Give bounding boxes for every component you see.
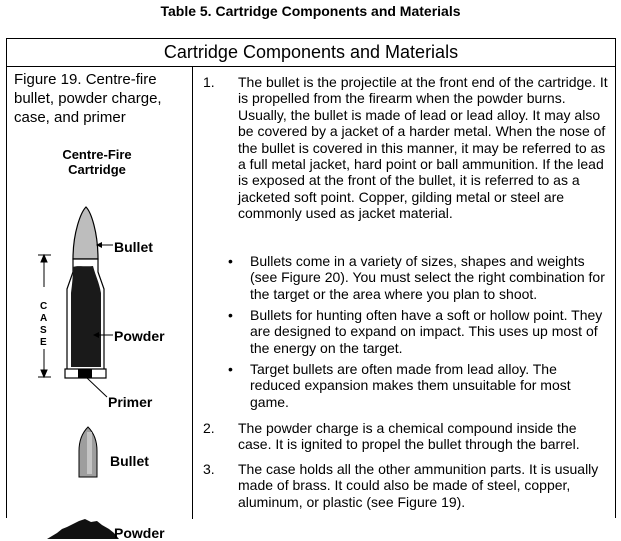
item-number: 2. <box>203 420 215 436</box>
case-letter-a: A <box>40 313 48 324</box>
bullet-dot: • <box>228 307 233 323</box>
table-caption: Table 5. Cartridge Components and Materials <box>160 3 461 19</box>
figure-column <box>7 67 193 541</box>
label-powder-separate: Powder <box>114 525 165 541</box>
bullet-dot: • <box>228 253 233 269</box>
item-text: The case holds all the other ammunition parts. It is usually made of brass. It could also be made of steel, copper, aluminum, or plastic (see Figure 19). <box>238 461 599 510</box>
item-text: The powder charge is a chemical compound inside the case. It is ignited to propel the bullet through the barrel. <box>238 420 580 453</box>
primer-leader-line <box>87 378 107 397</box>
label-powder: Powder <box>114 328 165 344</box>
label-primer: Primer <box>108 394 153 410</box>
bullet-dot: • <box>228 361 233 377</box>
label-bullet: Bullet <box>114 239 153 255</box>
bullet-text: Target bullets are often made from lead alloy. The reduced expansion makes them unsuitable for most game. <box>250 361 571 410</box>
cartridge-title-line2: Cartridge <box>68 162 126 177</box>
figure-caption: Figure 19. Centre-fire bullet, powder charge, case, and primer <box>14 71 162 126</box>
case-letter-c: C <box>40 301 48 312</box>
bullet-text: Bullets for hunting often have a soft or hollow point. They are designed to expand on impact. This uses up most of the energy on the target. <box>250 307 603 356</box>
label-bullet-separate: Bullet <box>110 453 149 469</box>
cartridge-title-line1: Centre-Fire <box>62 147 132 162</box>
case-letter-s: S <box>40 325 47 336</box>
cartridge-primer-shape <box>78 369 92 378</box>
components-table <box>6 38 616 541</box>
item-number: 3. <box>203 461 215 477</box>
cartridge-powder-shape <box>71 266 101 367</box>
cartridge-illustration <box>7 67 193 519</box>
table-header: Cartridge Components and Materials <box>7 39 615 67</box>
description-column <box>194 67 615 519</box>
item-text: The bullet is the projectile at the front end of the cartridge. It is propelled from the firearm when the powder burns. Usually, the bullet is made of lead or lead alloy. It may also be covered by a jacket of a harder metal. When the nose of the bullet is covered in this manner, it may be referred to as a full metal jacket, hard point or ball ammunition. If the lead is exposed at the front of the bullet, it is referred to as a jacketed soft point. Copper, gilding metal or steel are commonly used as jacket material. <box>238 74 608 222</box>
case-letter-e: E <box>40 337 47 348</box>
cartridge-bullet-shape <box>73 207 98 259</box>
bullet-text: Bullets come in a variety of sizes, shapes and weights (see Figure 20). You must select the right combination for the target or the area where you plan to shoot. <box>250 253 605 302</box>
item-number: 1. <box>203 74 215 90</box>
powder-pile-shape <box>47 519 119 539</box>
